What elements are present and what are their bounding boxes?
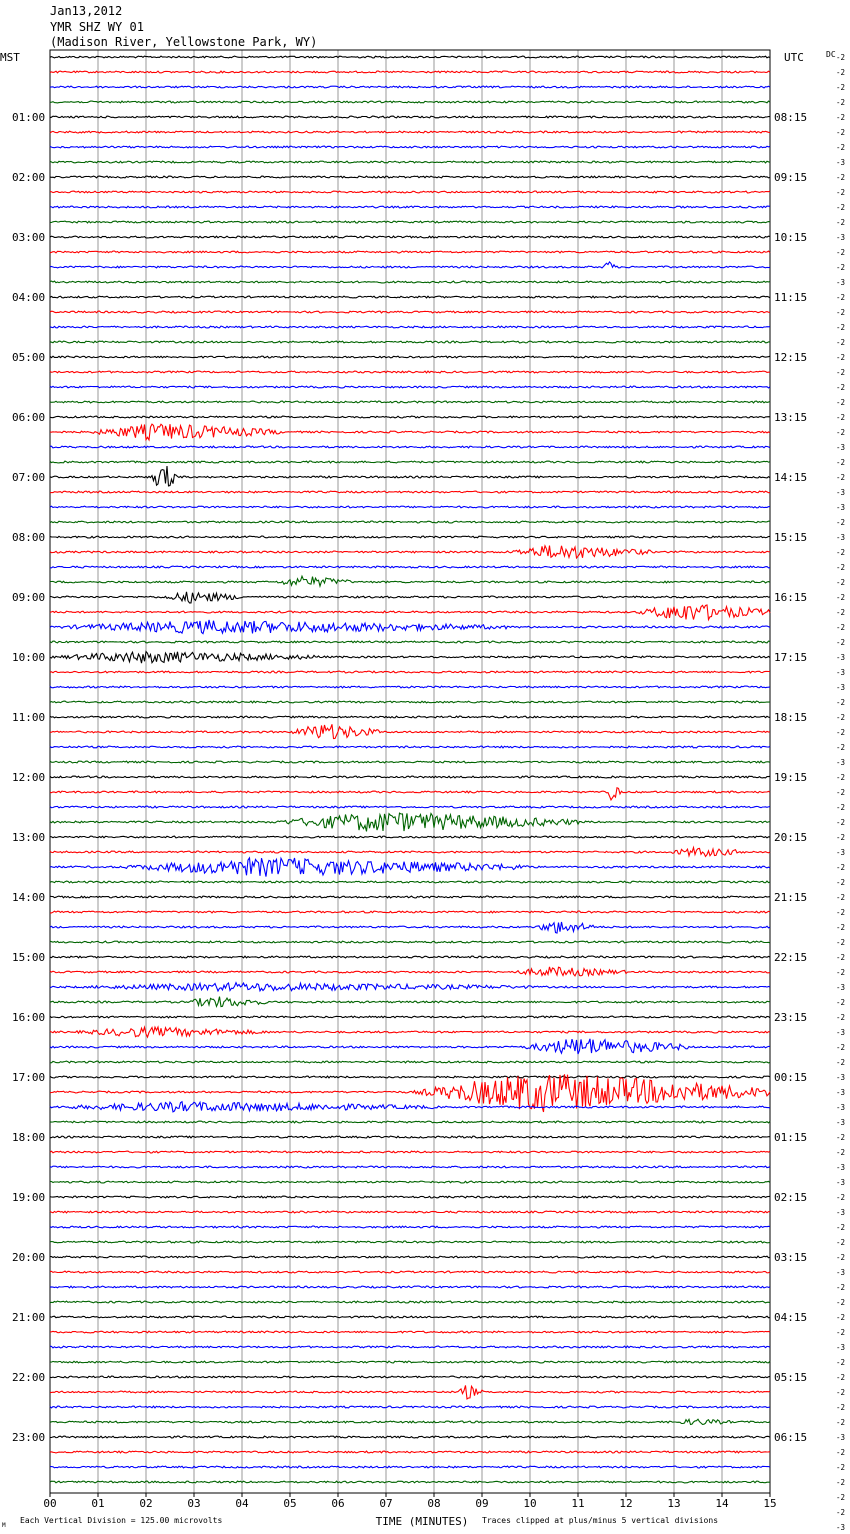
trace-line	[50, 1436, 770, 1438]
dc-offset-value: -2	[836, 1313, 846, 1322]
dc-offset-value: -2	[836, 1148, 846, 1157]
utc-hour-label: 13:15	[774, 411, 808, 424]
mst-hour-label: 12:00	[12, 771, 46, 784]
dc-offset-value: -2	[836, 68, 846, 77]
x-tick-label: 00	[43, 1497, 57, 1510]
trace-line	[50, 296, 770, 298]
trace-line	[50, 236, 770, 238]
trace-line	[50, 1256, 770, 1258]
trace-line	[50, 262, 770, 268]
trace-line	[50, 116, 770, 118]
x-tick-label: 14	[715, 1497, 729, 1510]
dc-offset-value: -2	[836, 1133, 846, 1142]
trace-line	[50, 761, 770, 763]
dc-offset-value: -3	[836, 1163, 846, 1172]
mst-hour-label: 08:00	[12, 531, 46, 544]
dc-offset-value: -2	[836, 1238, 846, 1247]
trace-line	[50, 1027, 770, 1037]
utc-hour-label: 12:15	[774, 351, 808, 364]
dc-offset-value: -2	[836, 818, 846, 827]
dc-offset-value: -2	[836, 368, 846, 377]
dc-offset-value: -2	[836, 953, 846, 962]
trace-line	[50, 1121, 770, 1123]
trace-line	[50, 491, 770, 493]
utc-hour-label: 11:15	[774, 291, 808, 304]
dc-offset-value: -3	[836, 533, 846, 542]
trace-line	[50, 371, 770, 373]
trace-line	[50, 1061, 770, 1063]
trace-line	[50, 911, 770, 913]
dc-offset-value: -2	[836, 473, 846, 482]
dc-offset-value: -3	[836, 488, 846, 497]
utc-hour-label: 05:15	[774, 1371, 808, 1384]
dc-offset-value: -3	[836, 443, 846, 452]
dc-offset-value: -2	[836, 743, 846, 752]
x-tick-label: 09	[475, 1497, 489, 1510]
utc-hour-label: 03:15	[774, 1251, 808, 1264]
dc-offset-value: -2	[836, 203, 846, 212]
utc-hour-label: 01:15	[774, 1131, 808, 1144]
mst-hour-label: 09:00	[12, 591, 46, 604]
dc-offset-value: -2	[836, 173, 846, 182]
dc-offset-value: -3	[836, 848, 846, 857]
utc-hour-label: 10:15	[774, 231, 808, 244]
trace-line	[50, 424, 770, 440]
station-label: YMR SHZ WY 01	[50, 20, 144, 34]
dc-offset-value: -2	[836, 263, 846, 272]
dc-offset-value: -2	[836, 143, 846, 152]
trace-line	[50, 176, 770, 178]
dc-offset-value: -2	[836, 908, 846, 917]
location-label: (Madison River, Yellowstone Park, WY)	[50, 35, 318, 49]
utc-hour-label: 02:15	[774, 1191, 808, 1204]
trace-line	[50, 1076, 770, 1078]
trace-line	[50, 983, 770, 991]
trace-line	[50, 466, 770, 486]
right-axis-label: UTC	[784, 51, 804, 64]
utc-hour-label: 20:15	[774, 831, 808, 844]
dc-offset-value: -2	[836, 248, 846, 257]
trace-line	[50, 56, 770, 58]
dc-offset-value: -2	[836, 188, 846, 197]
dc-offset-value: -2	[836, 293, 846, 302]
utc-hour-label: 09:15	[774, 171, 808, 184]
dc-offset-value: -3	[836, 653, 846, 662]
trace-line	[50, 101, 770, 103]
trace-line	[50, 671, 770, 673]
mst-hour-label: 05:00	[12, 351, 46, 364]
trace-line	[50, 1151, 770, 1153]
x-tick-label: 13	[667, 1497, 681, 1510]
x-tick-label: 15	[763, 1497, 777, 1510]
trace-line	[50, 326, 770, 328]
mst-hour-label: 17:00	[12, 1071, 46, 1084]
trace-line	[50, 701, 770, 703]
trace-line	[50, 620, 770, 634]
dc-offset-value: -3	[836, 683, 846, 692]
dc-offset-value: -3	[836, 503, 846, 512]
dc-offset-value: -2	[836, 518, 846, 527]
dc-offset-value: -2	[836, 308, 846, 317]
mst-hour-label: 07:00	[12, 471, 46, 484]
trace-line	[50, 1181, 770, 1183]
trace-line	[50, 1286, 770, 1288]
mst-hour-label: 19:00	[12, 1191, 46, 1204]
dc-offset-value: -2	[836, 353, 846, 362]
x-tick-label: 07	[379, 1497, 393, 1510]
trace-line	[50, 1466, 770, 1468]
dc-offset-value: -2	[836, 113, 846, 122]
x-tick-label: 03	[187, 1497, 201, 1510]
x-tick-label: 04	[235, 1497, 249, 1510]
dc-offset-value: -3	[836, 1073, 846, 1082]
trace-line	[50, 1241, 770, 1243]
trace-line	[50, 922, 770, 933]
utc-hour-label: 19:15	[774, 771, 808, 784]
dc-offset-value: -2	[836, 713, 846, 722]
trace-line	[50, 566, 770, 568]
trace-line	[50, 311, 770, 313]
dc-offset-value: -2	[836, 833, 846, 842]
trace-line	[50, 251, 770, 253]
x-tick-label: 08	[427, 1497, 441, 1510]
mst-hour-label: 02:00	[12, 171, 46, 184]
dc-offset-value: -2	[836, 803, 846, 812]
dc-offset-value: -2	[836, 1388, 846, 1397]
trace-line	[50, 356, 770, 358]
dc-offset-value: -2	[836, 458, 846, 467]
utc-hour-label: 18:15	[774, 711, 808, 724]
left-axis-label: MST	[0, 51, 20, 64]
dc-offset-value: -2	[836, 563, 846, 572]
trace-line	[50, 941, 770, 943]
dc-offset-value: -2	[836, 788, 846, 797]
dc-offset-value: -2	[836, 1403, 846, 1412]
trace-line	[50, 1196, 770, 1198]
trace-line	[50, 1016, 770, 1018]
x-tick-label: 10	[523, 1497, 537, 1510]
mst-hour-label: 23:00	[12, 1431, 46, 1444]
trace-line	[50, 746, 770, 748]
dc-offset-value: -2	[836, 1058, 846, 1067]
x-axis-title: TIME (MINUTES)	[375, 1515, 469, 1528]
date-label: Jan13,2012	[50, 4, 123, 18]
utc-hour-label: 17:15	[774, 651, 808, 664]
corner-mark: M	[2, 1522, 6, 1529]
trace-line	[50, 401, 770, 403]
trace-line	[50, 1451, 770, 1453]
trace-line	[50, 641, 770, 643]
trace-line	[50, 813, 770, 831]
mst-hour-label: 13:00	[12, 831, 46, 844]
trace-line	[50, 776, 770, 778]
utc-hour-label: 22:15	[774, 951, 808, 964]
trace-line	[50, 161, 770, 163]
trace-line	[50, 881, 770, 883]
trace-line	[50, 1211, 770, 1213]
mst-hour-label: 21:00	[12, 1311, 46, 1324]
utc-hour-label: 23:15	[774, 1011, 808, 1024]
dc-offset-value: -2	[836, 1478, 846, 1487]
mst-hour-label: 15:00	[12, 951, 46, 964]
dc-offset-value: -3	[836, 1103, 846, 1112]
dc-offset-value: -2	[836, 698, 846, 707]
utc-hour-label: 15:15	[774, 531, 808, 544]
trace-line	[50, 956, 770, 958]
trace-line	[50, 131, 770, 133]
mst-hour-label: 10:00	[12, 651, 46, 664]
x-tick-label: 01	[91, 1497, 105, 1510]
trace-line	[50, 896, 770, 898]
dc-offset-value: -2	[836, 1373, 846, 1382]
trace-line	[50, 341, 770, 343]
trace-line	[50, 461, 770, 463]
x-tick-label: 02	[139, 1497, 153, 1510]
dc-offset-value: -2	[836, 608, 846, 617]
dc-offset-value: -2	[836, 53, 846, 62]
dc-offset-value: -2	[836, 413, 846, 422]
trace-line	[50, 1481, 770, 1483]
trace-line	[50, 191, 770, 193]
x-tick-label: 11	[571, 1497, 585, 1510]
dc-offset-value: -2	[836, 863, 846, 872]
dc-offset-value: -3	[836, 1523, 846, 1532]
dc-offset-value: -2	[836, 878, 846, 887]
dc-offset-value: -2	[836, 1193, 846, 1202]
dc-offset-value: -2	[836, 593, 846, 602]
dc-offset-value: -2	[836, 98, 846, 107]
dc-offset-value: -2	[836, 1223, 846, 1232]
trace-line	[50, 146, 770, 148]
dc-offset-value: -2	[836, 1463, 846, 1472]
trace-line	[50, 506, 770, 508]
dc-offset-value: -3	[836, 233, 846, 242]
trace-line	[50, 1331, 770, 1333]
mst-hour-label: 22:00	[12, 1371, 46, 1384]
dc-offset-value: -2	[836, 218, 846, 227]
dc-offset-value: -3	[836, 1028, 846, 1037]
trace-line	[50, 724, 770, 738]
dc-offset-value: -3	[836, 1268, 846, 1277]
trace-line	[50, 221, 770, 223]
trace-line	[50, 967, 770, 976]
dc-offset-value: -2	[836, 1253, 846, 1262]
dc-offset-value: -2	[836, 1508, 846, 1517]
mst-hour-label: 01:00	[12, 111, 46, 124]
mst-hour-label: 03:00	[12, 231, 46, 244]
dc-offset-value: -2	[836, 773, 846, 782]
trace-line	[50, 836, 770, 838]
trace-line	[50, 1346, 770, 1348]
dc-offset-value: -2	[836, 428, 846, 437]
dc-offset-value: -2	[836, 398, 846, 407]
dc-offset-value: -2	[836, 1448, 846, 1457]
trace-line	[50, 1361, 770, 1363]
mst-hour-label: 04:00	[12, 291, 46, 304]
dc-offset-value: -3	[836, 278, 846, 287]
dc-offset-value: -2	[836, 998, 846, 1007]
dc-offset-value: -3	[836, 1433, 846, 1442]
dc-offset-value: -2	[836, 1418, 846, 1427]
trace-line	[50, 1102, 770, 1112]
trace-line	[50, 546, 770, 558]
trace-line	[50, 1226, 770, 1228]
utc-hour-label: 21:15	[774, 891, 808, 904]
trace-line	[50, 281, 770, 283]
trace-line	[50, 1039, 770, 1054]
utc-hour-label: 06:15	[774, 1431, 808, 1444]
dc-offset-value: -3	[836, 758, 846, 767]
trace-line	[50, 521, 770, 523]
dc-offset-value: -2	[836, 1493, 846, 1502]
dc-offset-value: -3	[836, 1343, 846, 1352]
dc-label: DC	[826, 50, 836, 59]
trace-line	[50, 716, 770, 718]
dc-offset-value: -2	[836, 923, 846, 932]
trace-line	[50, 858, 770, 877]
trace-line	[50, 86, 770, 88]
dc-offset-value: -2	[836, 1013, 846, 1022]
clip-note: Traces clipped at plus/minus 5 vertical divisions	[482, 1516, 719, 1525]
trace-line	[50, 1419, 770, 1424]
trace-line	[50, 1376, 770, 1378]
trace-line	[50, 71, 770, 73]
trace-line	[50, 386, 770, 388]
trace-line	[50, 1136, 770, 1138]
dc-offset-value: -2	[836, 1298, 846, 1307]
dc-offset-value: -2	[836, 893, 846, 902]
utc-hour-label: 00:15	[774, 1071, 808, 1084]
dc-offset-value: -2	[836, 1043, 846, 1052]
trace-line	[50, 652, 770, 664]
trace-line	[50, 1271, 770, 1273]
dc-offset-value: -3	[836, 1178, 846, 1187]
dc-offset-value: -2	[836, 638, 846, 647]
trace-line	[50, 592, 770, 603]
dc-offset-value: -3	[836, 1118, 846, 1127]
x-tick-label: 06	[331, 1497, 345, 1510]
trace-line	[50, 1316, 770, 1318]
mst-hour-label: 16:00	[12, 1011, 46, 1024]
dc-offset-value: -2	[836, 623, 846, 632]
trace-line	[50, 1406, 770, 1408]
dc-offset-value: -2	[836, 323, 846, 332]
mst-hour-label: 18:00	[12, 1131, 46, 1144]
trace-line	[50, 206, 770, 208]
trace-line	[50, 576, 770, 586]
utc-hour-label: 14:15	[774, 471, 808, 484]
x-tick-label: 12	[619, 1497, 633, 1510]
dc-offset-value: -2	[836, 383, 846, 392]
trace-line	[50, 416, 770, 418]
trace-line	[50, 605, 770, 620]
dc-offset-value: -2	[836, 968, 846, 977]
dc-offset-value: -2	[836, 338, 846, 347]
utc-hour-label: 08:15	[774, 111, 808, 124]
trace-line	[50, 536, 770, 538]
dc-offset-value: -3	[836, 158, 846, 167]
trace-line	[50, 686, 770, 688]
trace-line	[50, 806, 770, 808]
dc-offset-value: -2	[836, 83, 846, 92]
trace-line	[50, 1166, 770, 1168]
dc-offset-value: -3	[836, 668, 846, 677]
dc-offset-value: -2	[836, 728, 846, 737]
utc-hour-label: 16:15	[774, 591, 808, 604]
trace-line	[50, 848, 770, 857]
dc-offset-value: -2	[836, 938, 846, 947]
trace-line	[50, 1301, 770, 1303]
scale-note: Each Vertical Division = 125.00 microvolts	[20, 1516, 223, 1525]
mst-hour-label: 11:00	[12, 711, 46, 724]
trace-line	[50, 997, 770, 1007]
utc-hour-label: 04:15	[774, 1311, 808, 1324]
trace-line	[50, 446, 770, 448]
trace-line	[50, 1385, 770, 1399]
mst-hour-label: 14:00	[12, 891, 46, 904]
dc-offset-value: -2	[836, 548, 846, 557]
x-tick-label: 05	[283, 1497, 297, 1510]
trace-line	[50, 788, 770, 800]
dc-offset-value: -2	[836, 1283, 846, 1292]
dc-offset-value: -2	[836, 128, 846, 137]
dc-offset-value: -2	[836, 1358, 846, 1367]
dc-offset-value: -3	[836, 1208, 846, 1217]
dc-offset-value: -2	[836, 578, 846, 587]
dc-offset-value: -2	[836, 1328, 846, 1337]
mst-hour-label: 20:00	[12, 1251, 46, 1264]
dc-offset-value: -3	[836, 1088, 846, 1097]
dc-offset-value: -3	[836, 983, 846, 992]
mst-hour-label: 06:00	[12, 411, 46, 424]
